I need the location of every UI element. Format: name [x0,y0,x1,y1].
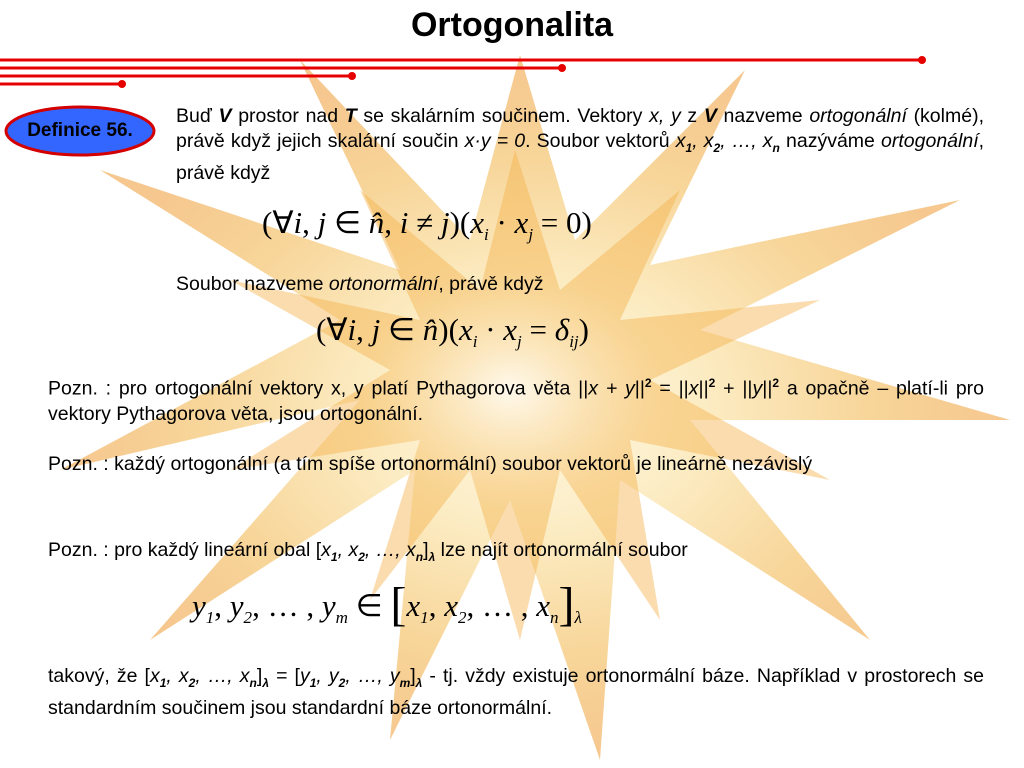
orthogonality-formula: (∀i, j ∈ n̂, $i \ne j)(x_i \cdot x_j = 0)$ [262,205,592,245]
definition-text: Buď V prostor nad T se skalárním součinem. Vektory x, y z V nazveme ortogonální (kolmé), právě když jejich skalární součin x·y = 0. Soubor vektorů $x_1$, $x_2$, …, $x_n$ nazýváme ortogonální, právě když [176,105,985,184]
span-formula: $y_1$, $y_2$, … , $y_m$ ∈ [$x_1$, $x_2$, … , $x_n]_\lambda$ [192,577,582,631]
note-independence: Pozn. : každý ortogonální (a tím spíše ortonormální) soubor vektorů je lineárně nezávislý [48,453,813,475]
page-title: Ortogonalita [410,6,614,44]
conclusion-text: takový, že [$x_1$, $x_2$, …, $x_n]_\lambda = [y_1$, $y_2$, …, $y_m]_\lambda$ - tj. vždy existuje ortonormální báze. Například v prostorech se standardním součinem jsou standardní báze ortonormální. [48,665,985,719]
decorative-red-lines [0,52,1024,92]
note-pythagoras: Pozn. : pro ortogonální vektory x, y platí Pythagorova věta $||x + y||^2 = ||x||^2 + ||y||^2$ a opačně – platí-li pro vektory Pythagorova věta, jsou ortogonální. [48,376,985,425]
definition-badge-label: Definice 56. [27,120,133,141]
orthonormality-formula: (∀i, j ∈ $n̂)(x_i \cdot x_j = \delta_{ij})$ [316,312,589,352]
orthonormal-text: Soubor nazveme ortonormální, právě když [176,273,544,295]
note-linear-span: Pozn. : pro každý lineární obal [$x_1$, $x_2$, …, $x_n]_\lambda$ lze najít ortonormální soubor [48,539,688,564]
